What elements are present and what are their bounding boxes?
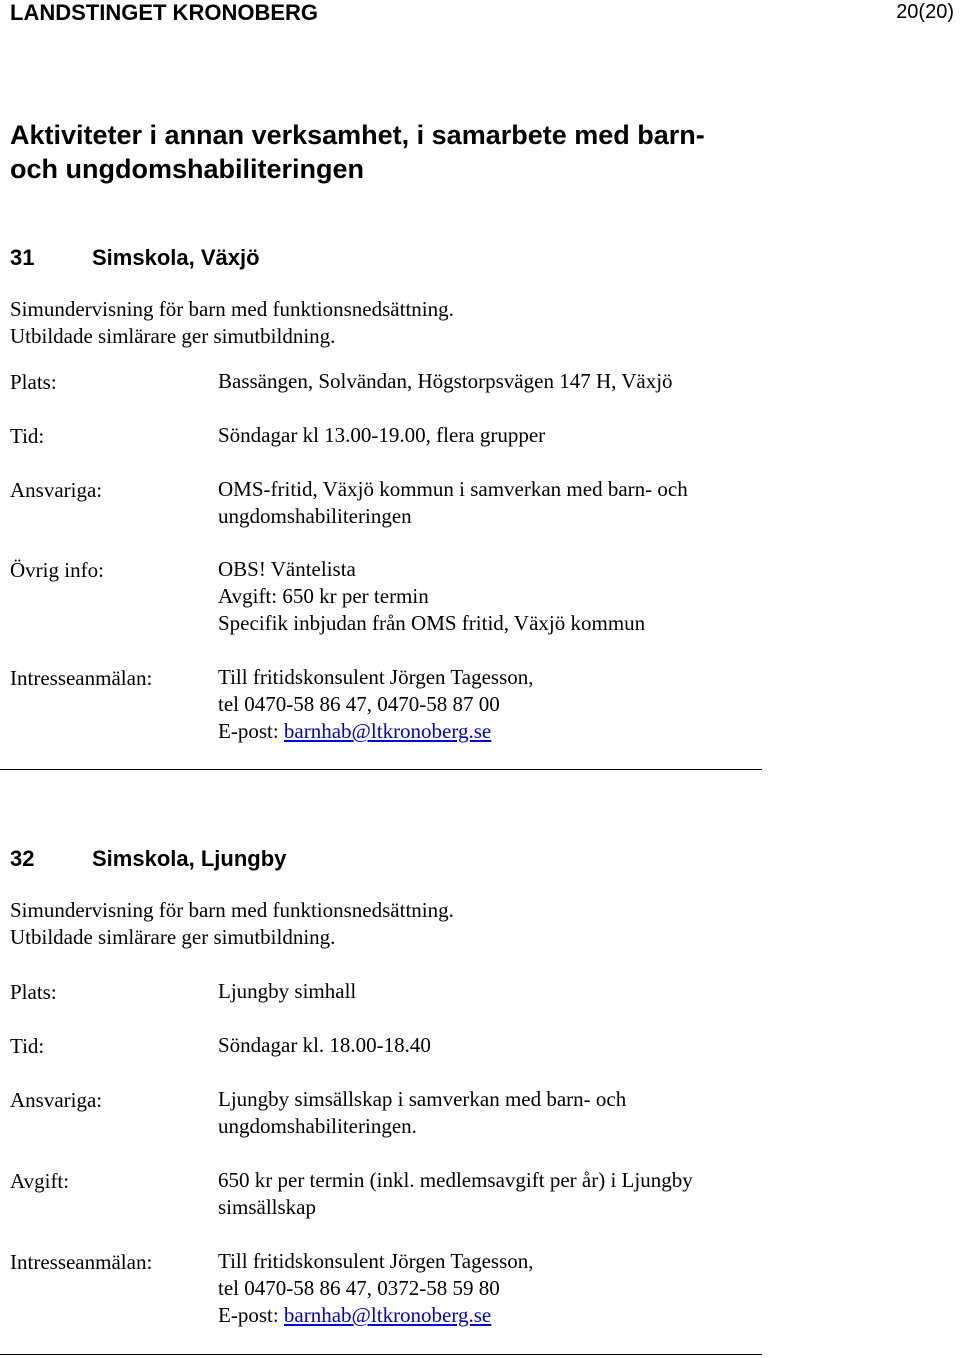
intresse-line: tel 0470-58 86 47, 0470-58 87 00 [218,692,500,716]
plats-value: Bassängen, Solvändan, Högstorpsvägen 147 H, Växjö [218,369,673,393]
email-prefix: E-post: [218,719,284,743]
section-32-intro [10,897,454,951]
ansvariga-line: ungdomshabiliteringen. [218,1114,417,1138]
ansvariga-value [218,476,688,530]
plats-label: Plats: [10,370,57,394]
ovrig-line: OBS! Väntelista [218,557,356,581]
page-number: 20(20) [896,1,954,23]
ansvariga-label: Ansvariga: [10,478,103,502]
intresse-line: Till fritidskonsulent Jörgen Tagesson, [218,665,534,689]
organization-name: LANDSTINGET KRONOBERG [10,0,318,25]
section-divider [0,769,762,770]
section-31-heading [10,245,260,271]
email-prefix: E-post: [218,1303,284,1327]
plats-value: Ljungby simhall [218,979,357,1003]
avgift-line: 650 kr per termin (inkl. medlemsavgift per år) i Ljungby [218,1168,693,1192]
intresseanmalan-value [218,664,534,745]
ovrig-line: Avgift: 650 kr per termin [218,584,429,608]
tid-value: Söndagar kl 13.00-19.00, flera grupper [218,423,546,447]
section-divider [0,1354,762,1355]
ansvariga-label: Ansvariga: [10,1088,103,1112]
intresseanmalan-value [218,1248,534,1329]
avgift-label: Avgift: [10,1169,70,1193]
email-line [218,718,534,745]
email-line [218,1302,534,1329]
ovrig-info-label: Övrig info: [10,558,104,582]
tid-value: Söndagar kl. 18.00-18.40 [218,1033,431,1057]
intresseanmalan-label: Intresseanmälan: [10,666,153,690]
ansvariga-value [218,1086,626,1140]
page-title-line-2: och ungdomshabiliteringen [10,154,365,184]
plats-label: Plats: [10,980,57,1004]
tid-label: Tid: [10,424,45,448]
email-link[interactable]: barnhab@ltkronoberg.se [283,1303,492,1327]
ansvariga-line: Ljungby simsällskap i samverkan med barn- och [218,1087,627,1111]
section-title: Simskola, Växjö [92,245,260,270]
section-32-heading [10,846,286,872]
ansvariga-line: ungdomshabiliteringen [218,504,412,528]
ovrig-line: Specifik inbjudan från OMS fritid, Växjö kommun [218,611,646,635]
section-title: Simskola, Ljungby [92,846,287,871]
ansvariga-line: OMS-fritid, Växjö kommun i samverkan med barn- och [218,477,688,501]
intresse-line: tel 0470-58 86 47, 0372-58 59 80 [218,1276,500,1300]
tid-label: Tid: [10,1034,45,1058]
avgift-line: simsällskap [218,1195,316,1219]
intro-line: Simundervisning för barn med funktionsnedsättning. [10,297,454,321]
intresseanmalan-label: Intresseanmälan: [10,1250,153,1274]
section-31-intro [10,296,454,350]
intro-line: Utbildade simlärare ger simutbildning. [10,925,336,949]
intro-line: Simundervisning för barn med funktionsnedsättning. [10,898,454,922]
intro-line: Utbildade simlärare ger simutbildning. [10,324,336,348]
intresse-line: Till fritidskonsulent Jörgen Tagesson, [218,1249,534,1273]
email-link[interactable]: barnhab@ltkronoberg.se [283,719,492,743]
page-title [10,118,705,186]
section-number: 31 [10,245,35,270]
ovrig-info-value [218,556,645,637]
section-number: 32 [10,846,35,871]
page-title-line-1: Aktiviteter i annan verksamhet, i samarbete med barn- [10,120,705,150]
avgift-value [218,1167,693,1221]
